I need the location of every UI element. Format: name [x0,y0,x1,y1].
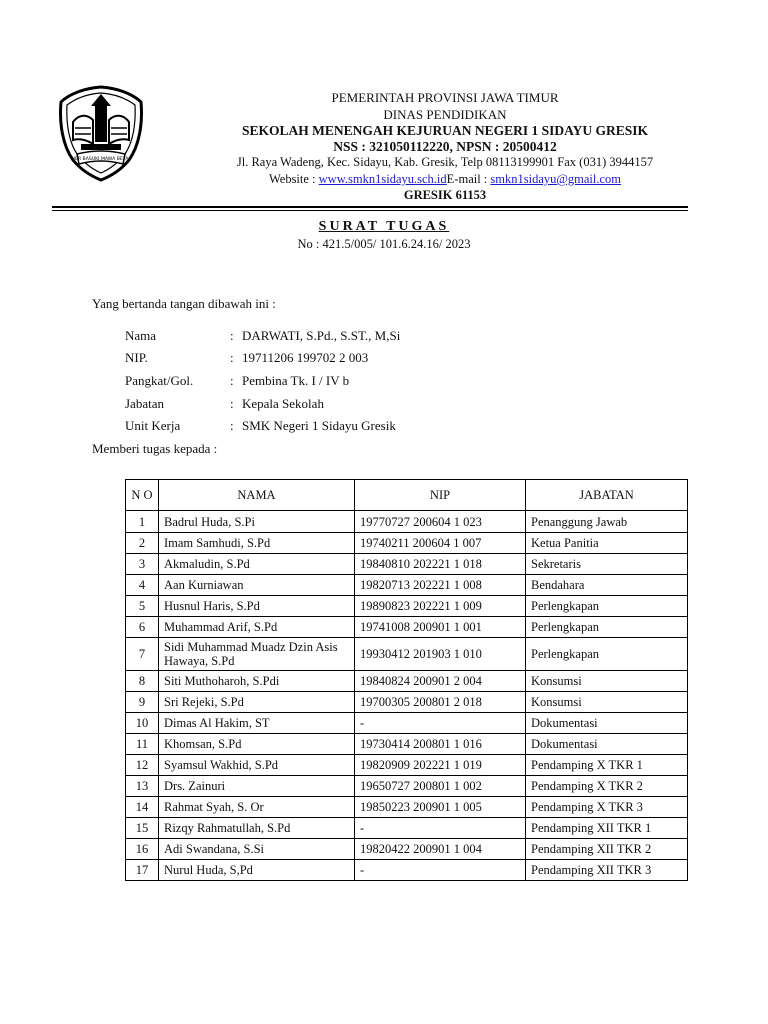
cell-nama: Husnul Haris, S.Pd [159,596,355,617]
cell-no: 4 [126,575,159,596]
signer-nip-label: NIP. [125,350,148,365]
signer-unit-label: Unit Kerja [125,418,181,433]
signer-position-label: Jabatan [125,396,164,411]
cell-nip: - [355,860,526,881]
signer-name: DARWATI, S.Pd., S.ST., M,Si [242,328,401,343]
table-row [126,671,688,692]
email-link[interactable]: smkn1sidayu@gmail.com [490,172,622,186]
header-divider-thick [52,206,688,208]
table-row [126,818,688,839]
header-nss-npsn: NSS : 321050112220, NPSN : 20500412 [333,139,557,154]
cell-jabatan: Penanggung Jawab [526,511,688,533]
cell-jabatan: Konsumsi [526,671,688,692]
cell-nama: Muhammad Arif, S.Pd [159,617,355,638]
cell-jabatan: Pendamping X TKR 1 [526,755,688,776]
header-nip: NIP [355,480,526,511]
cell-nama: Khomsan, S.Pd [159,734,355,755]
cell-nama: Siti Muthoharoh, S.Pdi [159,671,355,692]
cell-nip: 19890823 202221 1 009 [355,596,526,617]
cell-jabatan: Pendamping XII TKR 1 [526,818,688,839]
cell-nama: Drs. Zainuri [159,776,355,797]
table-row [126,554,688,575]
cell-nip: 19740211 200604 1 007 [355,533,526,554]
cell-nip: 19700305 200801 2 018 [355,692,526,713]
intro-text: Yang bertanda tangan dibawah ini : [92,296,276,311]
colon: : [230,328,234,343]
header-contact [150,172,740,187]
letter-number: No : 421.5/005/ 101.6.24.16/ 2023 [297,237,471,251]
header-province: PEMERINTAH PROVINSI JAWA TIMUR [331,90,559,105]
cell-jabatan: Perlengkapan [526,596,688,617]
cell-nama: Adi Swandana, S.Si [159,839,355,860]
letter-title [0,219,768,235]
colon: : [230,418,234,433]
cell-nip: 19650727 200801 1 002 [355,776,526,797]
cell-jabatan: Pendamping X TKR 3 [526,797,688,818]
cell-nama: Dimas Al Hakim, ST [159,713,355,734]
cell-no: 14 [126,797,159,818]
cell-no: 8 [126,671,159,692]
colon: : [230,396,234,411]
cell-no: 17 [126,860,159,881]
table-header-row [126,480,688,511]
cell-no: 10 [126,713,159,734]
cell-no: 3 [126,554,159,575]
cell-jabatan: Ketua Panitia [526,533,688,554]
cell-nip: - [355,713,526,734]
table-row [126,797,688,818]
assignment-intro: Memberi tugas kepada : [92,441,218,456]
cell-nama: Sidi Muhammad Muadz Dzin Asis Hawaya, S.Pd [159,638,355,671]
table-row [126,860,688,881]
cell-no: 7 [126,638,159,671]
cell-nama: Sri Rejeki, S.Pd [159,692,355,713]
table-row [126,533,688,554]
signer-name-label: Nama [125,328,157,343]
cell-nip: 19840810 202221 1 018 [355,554,526,575]
cell-jabatan: Dokumentasi [526,734,688,755]
cell-nip: - [355,818,526,839]
cell-jabatan: Bendahara [526,575,688,596]
header-jabatan: JABATAN [526,480,688,511]
cell-nama: Aan Kurniawan [159,575,355,596]
header-nama: NAMA [159,480,355,511]
website-label: Website : [268,172,319,186]
header-divider-thin [52,210,688,211]
table-row [126,692,688,713]
signer-unit: SMK Negeri 1 Sidayu Gresik [242,418,396,433]
cell-nama: Akmaludin, S.Pd [159,554,355,575]
cell-no: 5 [126,596,159,617]
cell-nama: Rahmat Syah, S. Or [159,797,355,818]
email-label: E-mail : [446,172,491,186]
signer-nip: 19711206 199702 2 003 [242,350,369,365]
table-row [126,638,688,671]
cell-nama: Imam Samhudi, S.Pd [159,533,355,554]
cell-no: 9 [126,692,159,713]
cell-jabatan: Perlengkapan [526,617,688,638]
colon: : [230,350,234,365]
cell-nip: 19850223 200901 1 005 [355,797,526,818]
table-row [126,575,688,596]
table-row [126,839,688,860]
cell-no: 13 [126,776,159,797]
header-school-name: SEKOLAH MENENGAH KEJURUAN NEGERI 1 SIDAYU GRESIK [241,123,649,138]
cell-nama: Syamsul Wakhid, S.Pd [159,755,355,776]
cell-nama: Badrul Huda, S.Pi [159,511,355,533]
cell-no: 6 [126,617,159,638]
cell-no: 12 [126,755,159,776]
table-row [126,776,688,797]
cell-nip: 19820909 202221 1 019 [355,755,526,776]
cell-nip: 19930412 201903 1 010 [355,638,526,671]
cell-jabatan: Pendamping XII TKR 3 [526,860,688,881]
logo-banner-text: JER BASUKI MAWA BEYA [73,157,129,162]
cell-no: 2 [126,533,159,554]
cell-jabatan: Sekretaris [526,554,688,575]
cell-no: 15 [126,818,159,839]
cell-jabatan: Dokumentasi [526,713,688,734]
cell-jabatan: Pendamping X TKR 2 [526,776,688,797]
cell-no: 16 [126,839,159,860]
letter-title-text: SURAT TUGAS [318,219,450,234]
header-agency: DINAS PENDIDIKAN [383,107,507,122]
cell-nip: 19770727 200604 1 023 [355,511,526,533]
table-row [126,755,688,776]
website-link[interactable]: www.smkn1sidayu.sch.id [318,172,447,186]
cell-no: 1 [126,511,159,533]
table-row [126,596,688,617]
cell-nip: 19820422 200901 1 004 [355,839,526,860]
table-row [126,734,688,755]
table-row [126,617,688,638]
cell-nama: Nurul Huda, S,Pd [159,860,355,881]
cell-jabatan: Pendamping XII TKR 2 [526,839,688,860]
table-row [126,511,688,533]
signer-rank: Pembina Tk. I / IV b [242,373,350,388]
header-no: N O [126,480,159,511]
assignee-table [125,479,688,881]
header-city: GRESIK 61153 [403,188,487,202]
cell-nip: 19840824 200901 2 004 [355,671,526,692]
signer-rank-label: Pangkat/Gol. [125,373,194,388]
signer-position: Kepala Sekolah [242,396,324,411]
header-address: Jl. Raya Wadeng, Kec. Sidayu, Kab. Gresik, Telp 08113199901 Fax (031) 3944157 [236,155,654,169]
cell-nama: Rizqy Rahmatullah, S.Pd [159,818,355,839]
table-row [126,713,688,734]
cell-jabatan: Perlengkapan [526,638,688,671]
cell-nip: 19741008 200901 1 001 [355,617,526,638]
cell-jabatan: Konsumsi [526,692,688,713]
cell-nip: 19820713 202221 1 008 [355,575,526,596]
cell-no: 11 [126,734,159,755]
colon: : [230,373,234,388]
jawa-timur-emblem-logo [55,84,147,184]
cell-nip: 19730414 200801 1 016 [355,734,526,755]
